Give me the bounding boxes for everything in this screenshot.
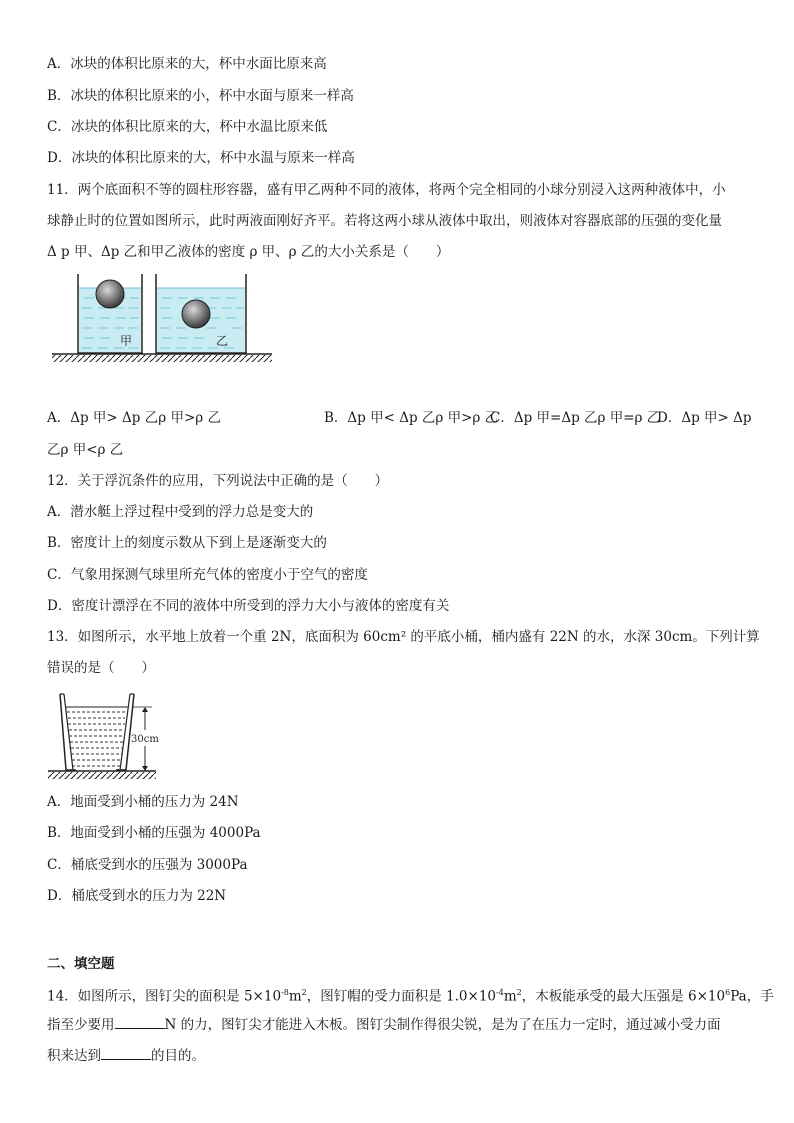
q11-label-yi: 乙 bbox=[216, 334, 229, 348]
q14-sup-3: -4 bbox=[496, 988, 504, 997]
q14-stem-line3 bbox=[47, 1045, 205, 1066]
q11-label-jia: 甲 bbox=[120, 334, 133, 348]
q11-option-d: D．Δp 甲> Δp bbox=[657, 410, 752, 426]
q14-text-1: 14．如图所示，图钉尖的面积是 5×10 bbox=[47, 988, 282, 1005]
q11-stem-line1: 11．两个底面积不等的圆柱形容器，盛有甲乙两种不同的液体，将两个完全相同的小球分别浸入这两种液体中，小 bbox=[47, 182, 726, 198]
q13-bucket-figure bbox=[46, 690, 166, 780]
q14-sup-2: 2 bbox=[301, 988, 307, 997]
q11-stem-line3: Δ p 甲、Δp 乙和甲乙液体的密度 ρ 甲、ρ 乙的大小关系是（ ） bbox=[47, 244, 450, 260]
q14-blank-2[interactable] bbox=[101, 1045, 151, 1060]
q14-sup-4: 2 bbox=[516, 988, 522, 997]
q13-stem-line2: 错误的是（ ） bbox=[47, 660, 155, 676]
section-title-fill-in: 二、填空题 bbox=[47, 956, 115, 972]
q14-text-5: ，木板能承受的最大压强是 6×10 bbox=[521, 988, 726, 1005]
q13-stem-line1: 13．如图所示，水平地上放着一个重 2N，底面积为 60cm² 的平底小桶，桶内盛有 22N 的水，水深 30cm。下列计算 bbox=[47, 629, 760, 645]
q11-stem-line2: 球静止时的位置如图所示，此时两液面刚好齐平。若将这两小球从液体中取出，则液体对容器底部的压强的变化量 bbox=[47, 213, 722, 229]
q11-option-d-cont: 乙ρ 甲<ρ 乙 bbox=[47, 442, 124, 458]
q14-text-4: m bbox=[503, 988, 517, 1005]
q14-line2-a: 指至少要用 bbox=[47, 1017, 115, 1033]
q12-stem: 12．关于浮沉条件的应用，下列说法中正确的是（ ） bbox=[47, 473, 389, 489]
q11-option-b: B．Δp 甲< Δp 乙ρ 甲>ρ 乙 bbox=[324, 410, 499, 426]
q13-option-c: C．桶底受到水的压强为 3000Pa bbox=[47, 857, 248, 873]
q12-option-b: B．密度计上的刻度示数从下到上是逐渐变大的 bbox=[47, 535, 327, 551]
q10-option-d: D．冰块的体积比原来的大，杯中水温与原来一样高 bbox=[47, 150, 355, 166]
q14-line3-b: 的目的。 bbox=[151, 1048, 205, 1064]
q14-text-6: Pa，手 bbox=[730, 988, 774, 1005]
q11-option-a: A．Δp 甲> Δp 乙ρ 甲>ρ 乙 bbox=[47, 410, 221, 426]
q12-option-a: A．潜水艇上浮过程中受到的浮力总是变大的 bbox=[47, 504, 314, 520]
q11-option-c: C．Δp 甲=Δp 乙ρ 甲=ρ 乙 bbox=[490, 410, 661, 426]
q13-option-b: B．地面受到小桶的压强为 4000Pa bbox=[47, 825, 261, 841]
q14-stem-line1 bbox=[47, 983, 774, 1007]
q11-containers-figure bbox=[46, 268, 276, 368]
q10-option-c: C．冰块的体积比原来的大，杯中水温比原来低 bbox=[47, 119, 328, 135]
q12-option-d: D．密度计漂浮在不同的液体中所受到的浮力大小与液体的密度有关 bbox=[47, 598, 450, 614]
q14-line3-a: 积来达到 bbox=[47, 1048, 101, 1064]
q12-option-c: C．气象用探测气球里所充气体的密度小于空气的密度 bbox=[47, 567, 368, 583]
q14-sup-5: 6 bbox=[725, 988, 731, 997]
q13-depth-label: 30cm bbox=[131, 734, 159, 745]
q14-text-2: m bbox=[288, 988, 302, 1005]
q13-option-d: D．桶底受到水的压力为 22N bbox=[47, 888, 227, 904]
q13-option-a: A．地面受到小桶的压力为 24N bbox=[47, 794, 239, 810]
q10-option-b: B．冰块的体积比原来的小，杯中水面与原来一样高 bbox=[47, 88, 354, 104]
q14-stem-line2 bbox=[47, 1014, 721, 1035]
q14-blank-1[interactable] bbox=[115, 1014, 165, 1029]
q10-option-a: A．冰块的体积比原来的大，杯中水面比原来高 bbox=[47, 56, 327, 72]
q14-line2-b: N 的力，图钉尖才能进入木板。图钉尖制作得很尖锐，是为了在压力一定时，通过减小受力面 bbox=[164, 1017, 721, 1033]
q14-text-3: ，图钉帽的受力面积是 1.0×10 bbox=[306, 988, 497, 1005]
q14-sup-1: -8 bbox=[281, 988, 289, 997]
